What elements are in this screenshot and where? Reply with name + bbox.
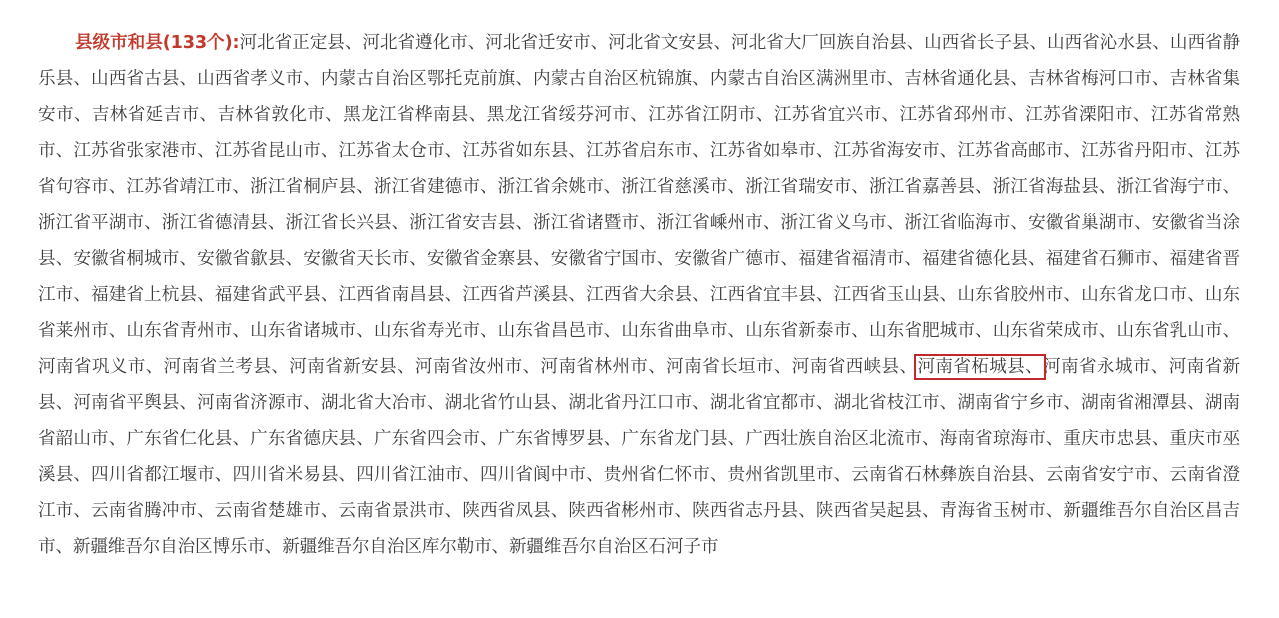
highlighted-county: 河南省柘城县、	[917, 357, 1044, 377]
county-list-part-2: 河南省永城市、河南省新县、河南省平舆县、河南省济源市、湖北省大冶市、湖北省竹山县、湖北省丹江口市、湖北省宜都市、湖北省枝江市、湖南省宁乡市、湖南省湘潭县、湖南省韶山市、广东省仁化县、广东省德庆县、广东省四会市、广东省博罗县、广东省龙门县、广西壮族自治区北流市、海南省琼海市、重庆市忠县、重庆市巫溪县、四川省都江堰市、四川省米易县、四川省江油市、四川省阆中市、贵州省仁怀市、贵州省凯里市、云南省石林彝族自治县、云南省安宁市、云南省澄江市、云南省腾冲市、云南省楚雄市、云南省景洪市、陕西省凤县、陕西省彬州市、陕西省志丹县、陕西省吴起县、青海省玉树市、新疆维吾尔自治区昌吉市、新疆维吾尔自治区博乐市、新疆维吾尔自治区库尔勒市、新疆维吾尔自治区石河子市	[38, 357, 1240, 557]
county-list-paragraph	[38, 25, 1240, 565]
county-list-part-1: 河北省正定县、河北省遵化市、河北省迁安市、河北省文安县、河北省大厂回族自治县、山西省长子县、山西省沁水县、山西省静乐县、山西省古县、山西省孝义市、内蒙古自治区鄂托克前旗、内蒙古自治区杭锦旗、内蒙古自治区满洲里市、吉林省通化县、吉林省梅河口市、吉林省集安市、吉林省延吉市、吉林省敦化市、黑龙江省桦南县、黑龙江省绥芬河市、江苏省江阴市、江苏省宜兴市、江苏省邳州市、江苏省溧阳市、江苏省常熟市、江苏省张家港市、江苏省昆山市、江苏省太仓市、江苏省如东县、江苏省启东市、江苏省如皋市、江苏省海安市、江苏省高邮市、江苏省丹阳市、江苏省句容市、江苏省靖江市、浙江省桐庐县、浙江省建德市、浙江省余姚市、浙江省慈溪市、浙江省瑞安市、浙江省嘉善县、浙江省海盐县、浙江省海宁市、浙江省平湖市、浙江省德清县、浙江省长兴县、浙江省安吉县、浙江省诸暨市、浙江省嵊州市、浙江省义乌市、浙江省临海市、安徽省巢湖市、安徽省当涂县、安徽省桐城市、安徽省歙县、安徽省天长市、安徽省金寨县、安徽省宁国市、安徽省广德市、福建省福清市、福建省德化县、福建省石狮市、福建省晋江市、福建省上杭县、福建省武平县、江西省南昌县、江西省芦溪县、江西省大余县、江西省宜丰县、江西省玉山县、山东省胶州市、山东省龙口市、山东省莱州市、山东省青州市、山东省诸城市、山东省寿光市、山东省昌邑市、山东省曲阜市、山东省新泰市、山东省肥城市、山东省荣成市、山东省乳山市、河南省巩义市、河南省兰考县、河南省新安县、河南省汝州市、河南省林州市、河南省长垣市、河南省西峡县、	[38, 33, 1240, 377]
section-heading: 县级市和县(133个):	[75, 33, 240, 53]
